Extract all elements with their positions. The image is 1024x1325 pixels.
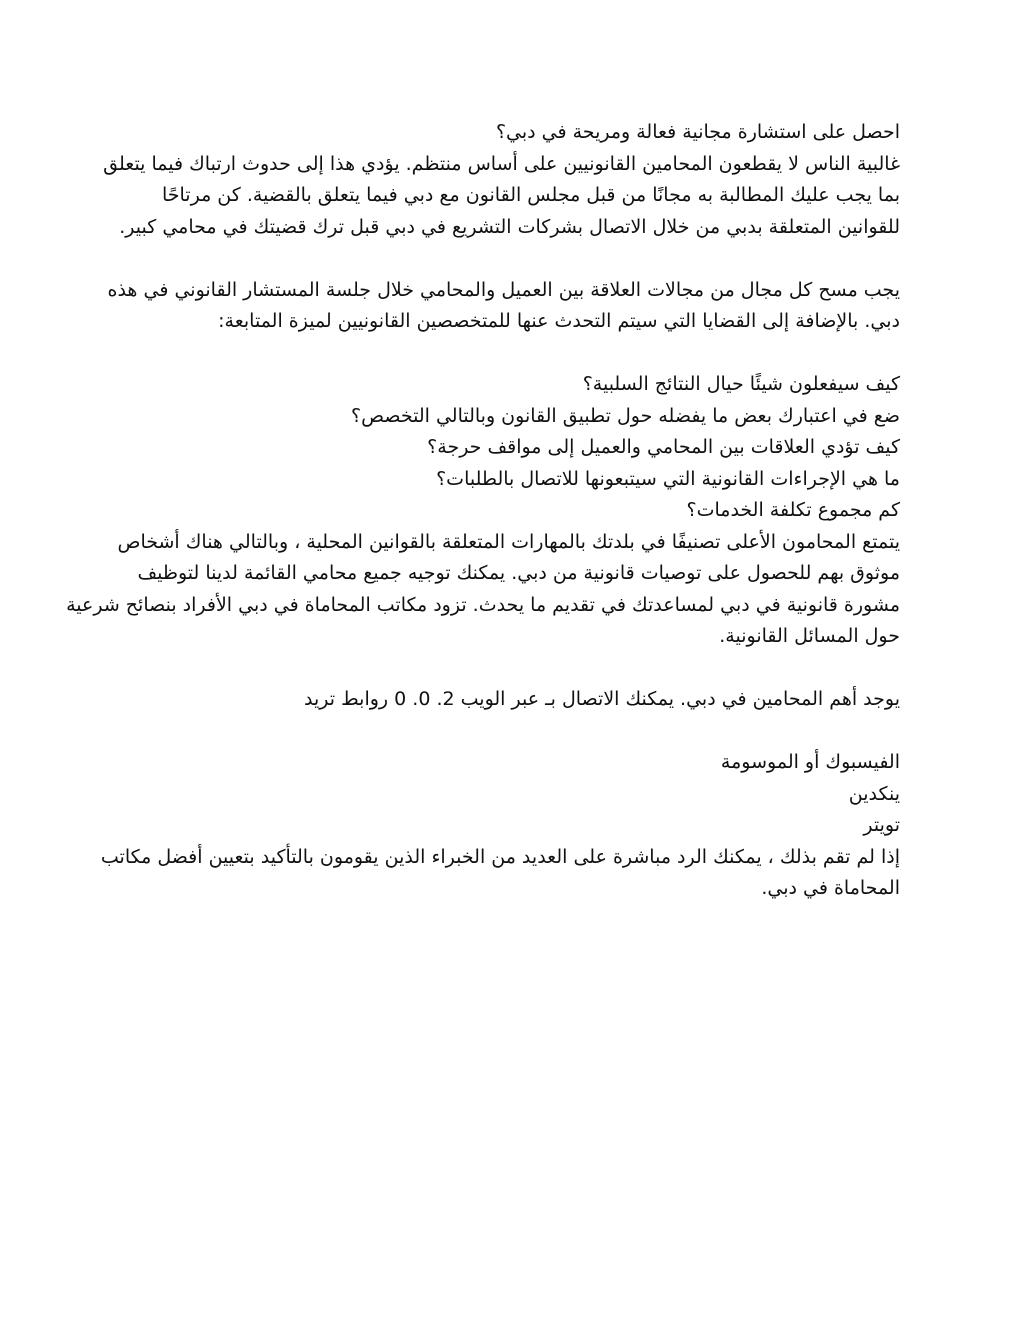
paragraph-line: يتمتع المحامون الأعلى تصنيفًا في بلدتك بالمهارات المتعلقة بالقوانين المحلية ، وبالتالي هناك أشخاص <box>117 530 900 553</box>
heading-line: احصل على استشارة مجانية فعالة ومريحة في دبي؟ <box>495 121 900 143</box>
paragraph-line: المحاماة في دبي. <box>761 877 900 899</box>
paragraph-closing <box>100 842 900 905</box>
social-links-list <box>118 747 900 842</box>
questions-list <box>118 369 900 527</box>
paragraph-line: حول المسائل القانونية. <box>719 625 900 647</box>
paragraph-line: يجب مسح كل مجال من مجالات العلاقة بين العميل والمحامي خلال جلسة المستشار القانوني في هذه <box>107 278 900 301</box>
paragraph-intro <box>103 117 900 243</box>
paragraph-line: مشورة قانونية في دبي لمساعدتك في تقديم ما يحدث. تزود مكاتب المحاماة في دبي الأفراد بنصائح شرعية <box>66 593 900 616</box>
list-item: كيف سيفعلون شيئًا حيال النتائج السلبية؟ <box>582 373 900 395</box>
list-item: ما هي الإجراءات القانونية التي سيتبعونها للاتصال بالطلبات؟ <box>436 467 900 490</box>
list-item: كم مجموع تكلفة الخدمات؟ <box>686 499 900 521</box>
paragraph-spacer <box>118 243 900 275</box>
paragraph-spacer <box>118 716 900 748</box>
list-item: كيف تؤدي العلاقات بين المحامي والعميل إلى مواقف حرجة؟ <box>427 436 900 458</box>
document-page <box>66 117 900 905</box>
list-item: ضع في اعتبارك بعض ما يفضله حول تطبيق القانون وبالتالي التخصص؟ <box>351 404 900 427</box>
paragraph-line: بما يجب عليك المطالبة به مجانًا من قبل مجلس القانون مع دبي فيما يتعلق بالقضية. كن مرتاحًا <box>161 184 900 206</box>
paragraph-spacer <box>118 653 900 685</box>
paragraph-line: غالبية الناس لا يقطعون المحامين القانونيين على أساس منتظم. يؤدي هذا إلى حدوث ارتباك فيما يتعلق <box>103 152 900 175</box>
social-link-linkedin: ينكدين <box>848 782 900 805</box>
paragraph-line: موثوق بهم للحصول على توصيات قانونية من دبي. يمكنك توجيه جميع محامي القائمة لدينا لتوظيف <box>137 562 900 584</box>
paragraph-line: يوجد أهم المحامين في دبي. يمكنك الاتصال بـ عبر الويب 2. 0. 0 روابط تريد <box>304 688 900 710</box>
paragraph-spacer <box>118 338 900 370</box>
paragraph-lawyers <box>66 527 900 653</box>
paragraph-line: للقوانين المتعلقة بدبي من خلال الاتصال بشركات التشريع في دبي قبل ترك قضيتك في محامي كبير. <box>119 215 900 238</box>
social-link-twitter: تويتر <box>863 814 900 836</box>
paragraph-topics <box>107 275 900 338</box>
paragraph-web <box>118 684 900 716</box>
social-link-facebook: الفيسبوك أو الموسومة <box>720 751 900 773</box>
paragraph-line: إذا لم تقم بذلك ، يمكنك الرد مباشرة على العديد من الخبراء الذين يقومون بالتأكيد بتعيين أفضل مكاتب <box>100 845 900 868</box>
paragraph-line: دبي. بالإضافة إلى القضايا التي سيتم التحدث عنها للمتخصصين القانونيين لميزة المتابعة: <box>218 310 900 332</box>
